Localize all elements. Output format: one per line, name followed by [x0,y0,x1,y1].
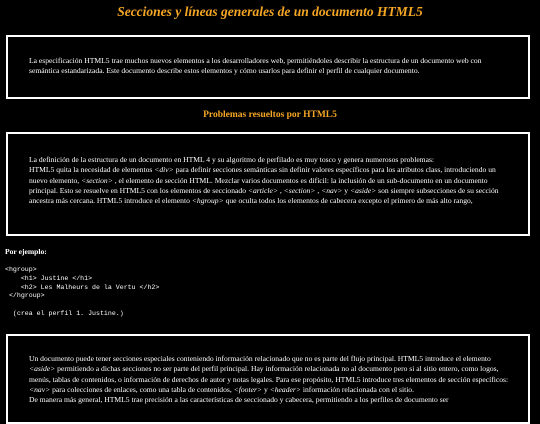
problems-paragraph-1: La definición de la estructura de un documento en HTML 4 y su algoritmo de perfilado es muy tosco y genera numerosos problemas: [29,155,435,164]
tag-hgroup: <hgroup> [191,196,224,205]
tag-article: <article> [247,185,278,195]
tag-nav: <nav> [29,384,51,394]
text-run: y [262,384,270,394]
problems-paragraph-2 [29,165,512,206]
tag-section: <section> [283,185,316,195]
text-run: , el elemento de sección HTML. Mezclar varios documentos es difícil: la inclusión de un sub-documento en un documento principal. Esto se resuelve en HTML5 con los elementos de seccionado [29,175,488,195]
tag-div: <div> [154,165,174,175]
tag-footer: <footer> [233,384,263,394]
page-title: Secciones y líneas generales de un documento HTML5 [117,4,423,19]
text-run: información relacionada con el sitio. [300,384,415,394]
intro-box [6,35,530,99]
text-run: permitiendo a dichas secciones no ser parte del perfil principal. Hay información relacionada no al documento pero si al sitio entero, como logos, menús, tablas de contenidos, o información de derechos de autor y notas legales. Para ese propósito, HTML5 introduce tres elementos de sección específicos: [29,364,509,384]
text-run: para colecciones de enlaces, como una tabla de contenidos, [50,384,234,394]
tag-section: <section> [81,175,113,185]
text-run: Un documento puede tener secciones especiales conteniendo información relacionado que no es parte del flujo principal. HTML5 introduce el elemento [29,354,491,363]
asides-paragraph-2: De manera más general, HTML5 trae precisión a las características de seccionado y cabecera, permitiendo a los perfiles de documento ser [29,395,449,404]
tag-aside: <aside> [29,364,56,374]
text-run: , [277,185,284,195]
tag-aside: <aside> [349,185,377,195]
text-run: que oculta todos los elementos de cabecera excepto el primero de más alto rango, [223,196,473,205]
problems-box [6,132,530,236]
text-run: , [315,185,322,195]
asides-box [6,334,530,424]
section-heading-problems: Problemas resueltos por HTML5 [203,110,337,120]
text-run: y [342,185,350,195]
intro-paragraph: La especificación HTML5 trae muchos nuevos elementos a los desarrolladores web, permitiéndoles describir la estructura de un documento web con semántica estandarizada. Este documento describe estos elementos y cómo usarlos para definir el perfil de cualquier documento. [29,56,482,76]
text-run: son siempre subsecciones de su sección ancestra más cercana. HTML5 introduce el elemento [29,185,499,205]
text-run: para definir secciones semánticas sin definir valores específicos para los atributos class, introduciendo un nuevo elemento, [29,165,496,185]
example-code: <hgroup> <h1> Justine </h1> <h2> Les Malheurs de la Vertu </h2> </hgroup> (crea el perfil 1. Justine.) [5,266,160,317]
tag-header: <header> [269,384,301,394]
example-label: Por ejemplo: [5,247,47,256]
tag-nav: <nav> [321,185,343,195]
asides-paragraph-1 [29,354,512,395]
text-run: HTML5 quita la necesidad de elementos [29,165,155,175]
